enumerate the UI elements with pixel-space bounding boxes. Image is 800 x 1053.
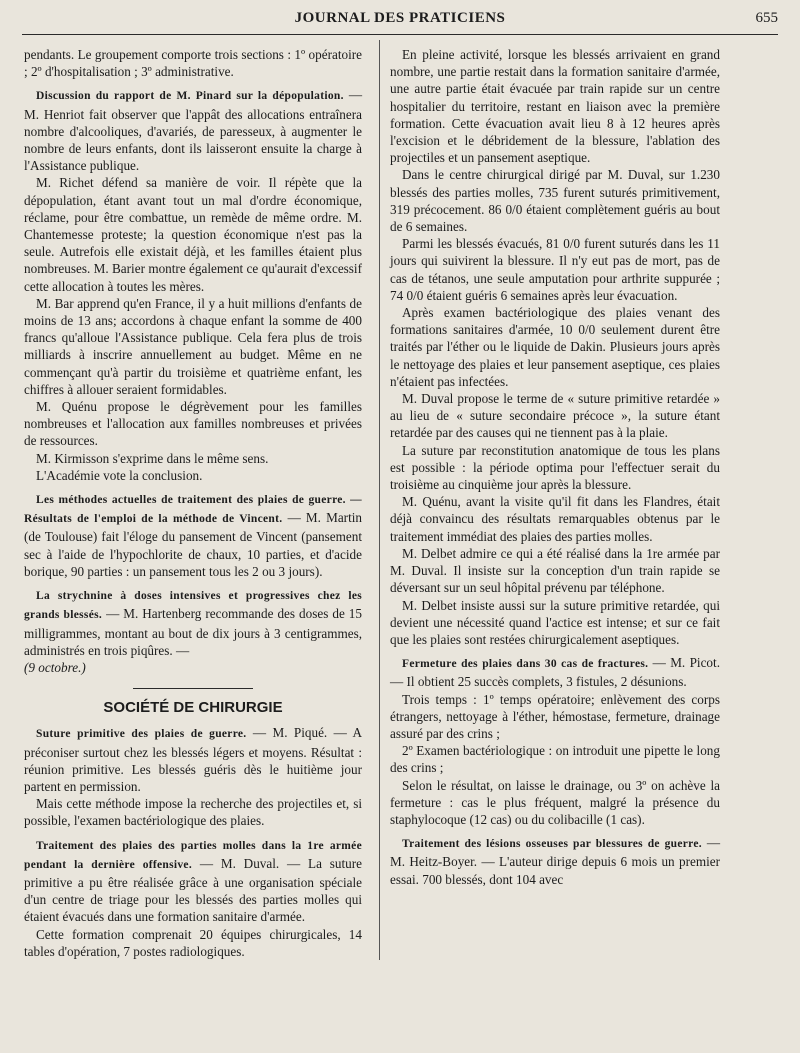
paragraph: M. Quénu propose le dégrèvement pour les familles nombreuses et l'allocation aux familles nombreuses et privées de ressources. [24, 399, 362, 449]
paragraph: Parmi les blessés évacués, 81 0/0 furent suturés dans les 11 jours qui suivirent la blessure. Il n'y eut pas de mort, pas de cas de tétanos, une seule amputation pour arthrite suppurée ; 74 0/0 étaient guéris 6 semaines après leur évacuation. [390, 236, 720, 303]
paragraph: Traitement des lésions osseuses par blessures de guerre. — M. Heitz-Boyer. — L'auteur dirige depuis 6 mois un premier essai. 700 blessés, dont 104 avec [390, 835, 721, 887]
paragraph: Selon le résultat, on laisse le drainage, ou 3º on achève la fermeture : cas le plus fréquent, malgré la présence du staphylocoque (12 cas) ou du colibacille (1 cas). [390, 777, 720, 827]
section-title: SOCIÉTÉ DE CHIRURGIE [103, 699, 283, 717]
paragraph: Mais cette méthode impose la recherche des projectiles et, si possible, l'examen bactériologique des plaies. [24, 796, 362, 829]
column-divider [379, 40, 380, 960]
paragraph: Les méthodes actuelles de traitement des plaies de guerre. — Résultats de l'emploi de la méthode de Vincent. — M. Martin (de Toulouse) fait l'éloge du pansement de Vincent (pansement sec à l'aide de l'hypochlorite de chaux, 10 parties, et d'acide borique, 90 parties : un pansement tous les 2 ou 3 jours). [24, 494, 362, 579]
paragraph: M. Richet défend sa manière de voir. Il répète que la dépopulation, étant avant tout un mal d'ordre économique, réclame, pour être combattue, un remède de même ordre. M. Chantemesse proteste; la question économique n'est pas la seule. Autrefois elle existait déjà, et les familles étaient plus nombreuses. M. Barier montre également ce qu'aurait d'excessif cette allocation à toutes les mères. [24, 175, 362, 294]
paragraph: 2º Examen bactériologique : on introduit une pipette le long des crins ; [390, 743, 720, 776]
paragraph: La strychnine à doses intensives et progressives chez les grands blessés. — M. Hartenberg recommande des doses de 15 milligrammes, montant au bout de dix jours à 3 centigrammes, administrés en trois piqûres. — [24, 590, 362, 658]
section-heading: Suture primitive des plaies de guerre. [36, 728, 247, 741]
paragraph: Trois temps : 1º temps opératoire; enlèvement des corps étrangers, nettoyage à l'éther, hémostase, fermeture, drainage assuré par des crins ; [390, 691, 720, 741]
section-heading: Les méthodes actuelles de traitement des plaies de guerre. — Résultats de l'emploi de la méthode de Vincent. [24, 494, 362, 526]
paragraph: En pleine activité, lorsque les blessés arrivaient en grand nombre, une partie restait dans la formation sanitaire d'armée, une autre partie était évacuée par train rapide sur un centre hospitalier du territoire, restant en liaison avec la première formation. Cette évacuation avait lieu 8 à 12 heures après l'excision et le débridement de la blessure, l'ablation des projectiles et un pansement aseptique. [390, 47, 720, 166]
paragraph: La suture par reconstitution anatomique de tous les plans est possible : la période optima pour l'effectuer serait du troisième au cinquième jour après la blessure. [390, 442, 720, 493]
paragraph: Cette formation comprenait 20 équipes chirurgicales, 14 tables d'opération, 7 postes radiologiques. [24, 926, 362, 959]
section-rule [133, 688, 253, 689]
paragraph: Suture primitive des plaies de guerre. — M. Piqué. — A préconiser surtout chez les blessés légers et moyens. Résultat : réunion primitive. Les blessés guéris dès le huitième jour partent en permission. [24, 725, 363, 794]
paragraph: M. Bar apprend qu'en France, il y a huit millions d'enfants de moins de 13 ans; accordons à chaque enfant la somme de 400 francs qu'alloue l'Assistance publique. Cela fera plus de trois milliards à inscrire annuellement au budget. Même en ne commençant qu'à partir du troisième et quatrième enfant, les chiffres à allouer seraient formidables. [24, 295, 362, 397]
section-heading: Fermeture des plaies dans 30 cas de fractures. [402, 658, 649, 671]
paragraph: M. Delbet admire ce qui a été réalisé dans la 1re armée par M. Duval. Il insiste sur la conception d'un train rapide se déversant sur un seul hôpital prévenu par téléphone. [390, 545, 720, 596]
paragraph: M. Duval propose le terme de « suture primitive retardée » au lieu de « suture secondaire précoce », la suture étant retardée par des causes qui ne tiennent pas à la plaie. [390, 391, 720, 441]
section-heading: Traitement des plaies des parties molles dans la 1re armée pendant la dernière offensive. [24, 839, 362, 871]
paragraph: pendants. Le groupement comporte trois sections : 1º opératoire ; 2º d'hospitalisation ; 3º administrative. [24, 47, 362, 80]
paragraph: Fermeture des plaies dans 30 cas de fractures. — M. Picot. — Il obtient 25 succès complets, 3 fistules, 2 désunions. [390, 655, 720, 690]
journal-title: JOURNAL DES PRATICIENS [294, 10, 506, 26]
paragraph: L'Académie vote la conclusion. [36, 467, 203, 483]
right-column [390, 46, 720, 888]
left-column [24, 46, 362, 960]
section-heading: La strychnine à doses intensives et progressives chez les grands blessés. [24, 590, 362, 622]
paragraph: Après examen bactériologique des plaies venant des formations sanitaires d'armée, 10 0/0 seulement durent être traités par l'éther ou le liquide de Dakin. Plusieurs jours après le nettoyage des plaies et leur pansement aseptique, ces plaies n'étaient pas infectées. [390, 305, 720, 389]
paragraph: M. Kirmisson s'exprime dans le même sens. [36, 450, 269, 466]
paragraph: M. Delbet insiste aussi sur la suture primitive retardée, qui devient une nécessité quand l'actice est intense; et sur ce fait que les plaies sont restées chirurgicalement aseptiques. [390, 597, 720, 647]
paragraph: Discussion du rapport de M. Pinard sur la dépopulation. — M. Henriot fait observer que l'appât des allocations entraînera nombre d'alcooliques, d'avariés, de paresseux, à augmenter le nombre de leurs enfants, dont ils laisseront ensuite la charge à l'Assistance publique. [24, 87, 362, 174]
section-heading: Discussion du rapport de M. Pinard sur la dépopulation. [36, 90, 344, 103]
paragraph: M. Quénu, avant la visite qu'il fit dans les Flandres, était déjà convaincu des résultats remarquables obtenus par le traitement immédiat des plaies des parties molles. [390, 494, 720, 544]
paragraph: Dans le centre chirurgical dirigé par M. Duval, sur 1.230 blessés des parties molles, 735 furent suturés primitivement, 319 précocement. 86 0/0 étaient complètement guéris au bout de 6 semaines. [390, 167, 720, 235]
page-number: 655 [755, 10, 778, 26]
page-header [22, 8, 778, 35]
date-note: (9 octobre.) [24, 659, 86, 675]
paragraph: Traitement des plaies des parties molles dans la 1re armée pendant la dernière offensive. — M. Duval. — La suture primitive a pu être réalisée grâce à une organisation spéciale d'un centre de triage pour les blessés des parties molles qui étaient évacués dans une formation sanitaire d'armée. [24, 839, 362, 925]
section-heading: Traitement des lésions osseuses par blessures de guerre. [402, 838, 702, 851]
